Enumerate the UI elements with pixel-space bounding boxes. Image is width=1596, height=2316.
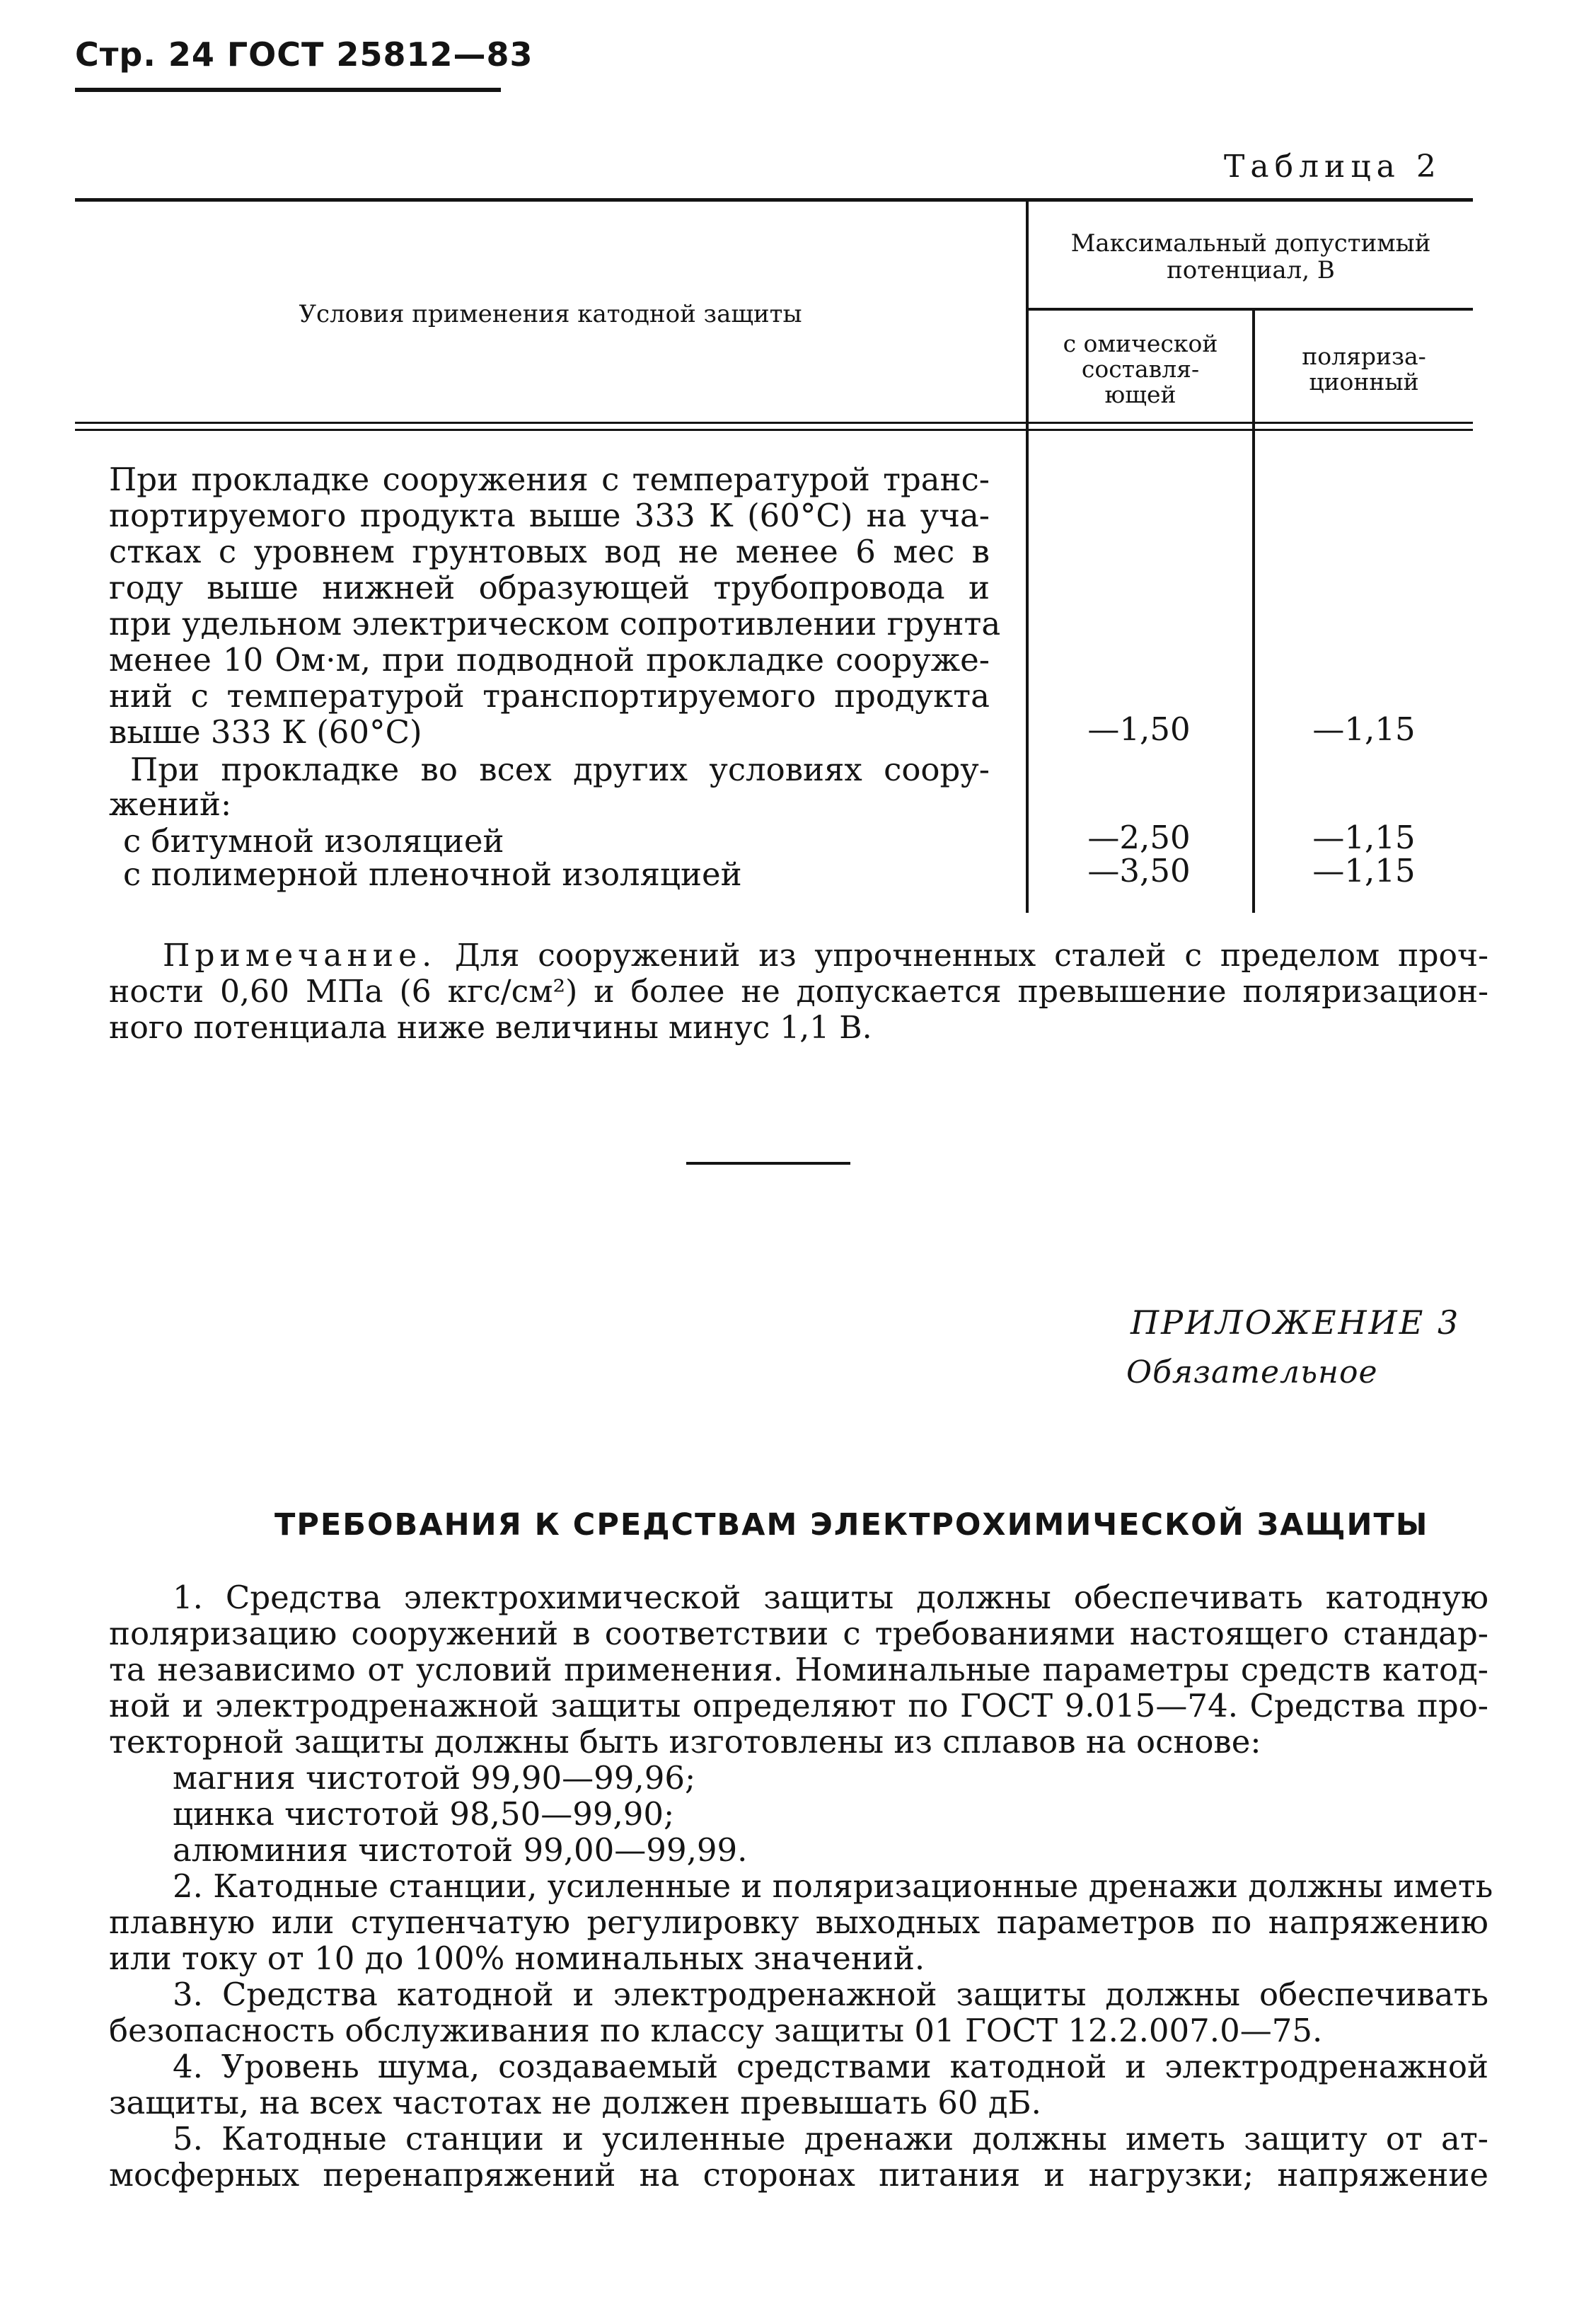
table-row-1-line: выше 333 К (60°С) (109, 713, 422, 751)
requirements-line: 1. Средства электрохимической защиты должны обеспечивать катодную (173, 1579, 1488, 1616)
column-header-max-potential (1029, 230, 1473, 284)
requirements-line: 2. Катодные станции, усиленные и поляризационные дренажи должны иметь (173, 1867, 1493, 1905)
table-row-4-conditions: с полимерной пленочной изоляцией (123, 855, 742, 893)
requirements-line: та независимо от условий применения. Номинальные параметры средств катод- (109, 1651, 1488, 1688)
requirements-line: магния чистотой 99,90—99,96; (173, 1759, 696, 1797)
column-header-max-potential-line: потенциал, В (1167, 256, 1335, 284)
table-note (109, 938, 1488, 1046)
table-row-1-line: стках с уровнем грунтовых вод не менее 6 мес в (109, 533, 990, 570)
table-caption: Таблица 2 (1224, 149, 1442, 185)
table-row-4-ohmic-value: —3,50 (1087, 852, 1191, 889)
table-row-1-line: портируемого продукта выше 333 К (60°С) на уча- (109, 497, 990, 534)
requirements-line: 5. Катодные станции и усиленные дренажи должны иметь защиту от ат- (173, 2120, 1488, 2157)
requirements-line: 3. Средства катодной и электродренажной защиты должны обеспечивать (173, 1976, 1488, 2013)
table-head-bottom-rule-1 (75, 422, 1473, 424)
column-header-conditions: Условия применения катодной защиты (299, 300, 802, 328)
table-row-1-line: ний с температурой транспортируемого продукта (109, 677, 990, 715)
header-rule (75, 88, 501, 92)
table-row-1-line: При прокладке сооружения с температурой транс- (109, 461, 990, 498)
requirements-line: текторной защиты должны быть изготовлены из сплавов на основе: (109, 1723, 1261, 1761)
column-header-polarization (1255, 344, 1473, 395)
column-header-ohmic-line: с омической (1063, 330, 1218, 357)
requirements-line: алюминия чистотой 99,00—99,99. (173, 1831, 748, 1869)
column-header-ohmic-line: составля- (1081, 355, 1200, 383)
table-row-3-polarization-value: —1,15 (1312, 819, 1416, 856)
appendix-title: ПРИЛОЖЕНИЕ 3 (1130, 1303, 1461, 1342)
table-row-1-line: году выше нижней образующей трубопровода и (109, 569, 990, 606)
requirements-line: цинка чистотой 98,50—99,90; (173, 1795, 675, 1833)
table-row-1-line: при удельном электрическом сопротивлении грунта (109, 605, 1001, 643)
requirements-line: ной и электродренажной защиты определяют по ГОСТ 9.015—74. Средства про- (109, 1687, 1488, 1724)
table-row-2-line: При прокладке во всех других условиях соору- (130, 751, 990, 788)
requirements-line: поляризацию сооружений в соответствии с требованиями настоящего стандар- (109, 1615, 1488, 1652)
requirements-line: плавную или ступенчатую регулировку выходных параметров по напряжению (109, 1903, 1488, 1941)
requirements-heading: ТРЕБОВАНИЯ К СРЕДСТВАМ ЭЛЕКТРОХИМИЧЕСКОЙ ЗАЩИТЫ (274, 1507, 1429, 1543)
section-divider (686, 1162, 850, 1165)
table-col-rule-2 (1252, 309, 1255, 913)
column-header-polarization-line: поляриза- (1302, 342, 1426, 370)
table-row-3-conditions: с битумной изоляцией (123, 822, 504, 860)
table-note-line (109, 938, 1488, 974)
appendix-status: Обязательное (1126, 1354, 1378, 1390)
table-row-1-ohmic-value: —1,50 (1087, 710, 1191, 748)
column-header-ohmic (1029, 331, 1252, 408)
column-header-ohmic-line: ющей (1104, 381, 1176, 408)
table-note-label: Примечание. (163, 938, 437, 974)
table-row-2-line: жений: (109, 785, 232, 823)
table-note-line: ного потенциала ниже величины минус 1,1 В. (109, 1010, 872, 1046)
requirements-line: мосферных перенапряжений на сторонах питания и нагрузки; напряжение (109, 2156, 1488, 2194)
requirements-line: 4. Уровень шума, создаваемый средствами катодной и электродренажной (173, 2048, 1488, 2085)
table-head-bottom-rule-2 (75, 429, 1473, 431)
table-row-3-ohmic-value: —2,50 (1087, 819, 1191, 856)
column-header-max-potential-line: Максимальный допустимый (1070, 229, 1431, 258)
table-row-1-line: менее 10 Ом·м, при подводной прокладке сооруже- (109, 641, 990, 679)
requirements-line: или току от 10 до 100% номинальных значений. (109, 1940, 925, 1977)
requirements-line: защиты, на всех частотах не должен превышать 60 дБ. (109, 2084, 1041, 2121)
column-header-polarization-line: ционный (1309, 368, 1419, 396)
table-top-rule (75, 198, 1473, 202)
running-header: Стр. 24 ГОСТ 25812—83 (75, 35, 533, 74)
table-col-rule-1 (1026, 202, 1029, 913)
table-note-text: Для сооружений из упрочненных сталей с пределом проч- (436, 938, 1488, 974)
table-row-4-polarization-value: —1,15 (1312, 852, 1416, 889)
table-note-line: ности 0,60 МПа (6 кгс/см²) и более не допускается превышение поляризацион- (109, 974, 1488, 1010)
table-row-1-polarization-value: —1,15 (1312, 710, 1416, 748)
table-head-divider (1026, 308, 1473, 311)
requirements-line: безопасность обслуживания по классу защиты 01 ГОСТ 12.2.007.0—75. (109, 2012, 1323, 2049)
